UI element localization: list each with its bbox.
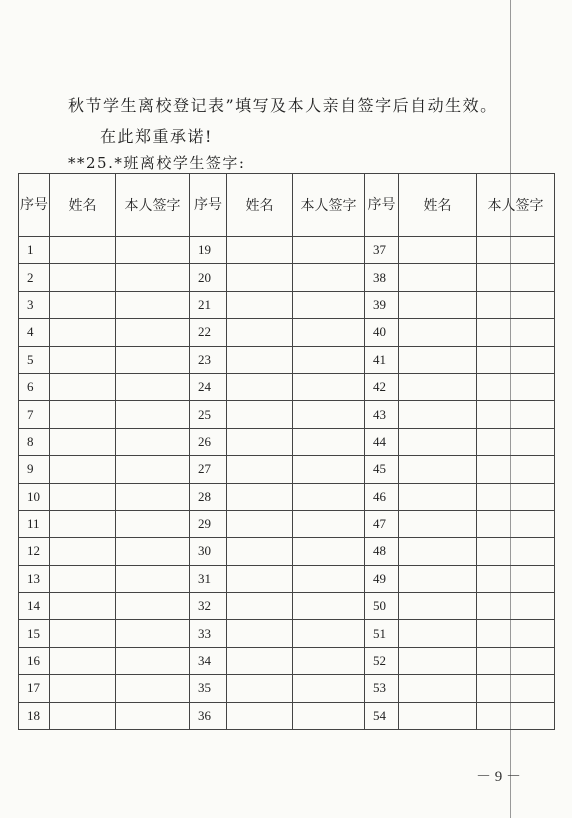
signature-cell[interactable] bbox=[293, 675, 365, 702]
name-cell[interactable] bbox=[227, 483, 293, 510]
header-signature: 本人签字 bbox=[116, 174, 190, 237]
seq-cell: 8 bbox=[19, 428, 50, 455]
name-cell[interactable] bbox=[227, 237, 293, 264]
seq-cell: 6 bbox=[19, 373, 50, 400]
seq-cell: 16 bbox=[19, 647, 50, 674]
name-cell[interactable] bbox=[227, 428, 293, 455]
seq-cell: 29 bbox=[190, 510, 227, 537]
signature-cell[interactable] bbox=[116, 428, 190, 455]
seq-cell: 19 bbox=[190, 237, 227, 264]
header-name: 姓名 bbox=[50, 174, 116, 237]
signature-cell[interactable] bbox=[293, 237, 365, 264]
signature-cell[interactable] bbox=[293, 702, 365, 729]
name-cell[interactable] bbox=[399, 401, 477, 428]
signature-cell[interactable] bbox=[293, 373, 365, 400]
name-cell[interactable] bbox=[399, 538, 477, 565]
table-row bbox=[19, 319, 555, 346]
seq-cell: 34 bbox=[190, 647, 227, 674]
signature-cell[interactable] bbox=[293, 456, 365, 483]
name-cell[interactable] bbox=[50, 483, 116, 510]
seq-cell: 45 bbox=[365, 456, 399, 483]
seq-cell: 28 bbox=[190, 483, 227, 510]
name-cell[interactable] bbox=[399, 428, 477, 455]
seq-cell: 52 bbox=[365, 647, 399, 674]
seq-cell: 37 bbox=[365, 237, 399, 264]
name-cell[interactable] bbox=[399, 319, 477, 346]
signature-cell[interactable] bbox=[293, 483, 365, 510]
seq-cell: 36 bbox=[190, 702, 227, 729]
name-cell[interactable] bbox=[399, 620, 477, 647]
signature-cell[interactable] bbox=[477, 401, 555, 428]
body-text-line-1: 秋节学生离校登记表”填写及本人亲自签字后自动生效。 bbox=[68, 96, 498, 115]
signature-cell[interactable] bbox=[477, 565, 555, 592]
name-cell[interactable] bbox=[227, 401, 293, 428]
seq-cell: 51 bbox=[365, 620, 399, 647]
signature-cell[interactable] bbox=[116, 675, 190, 702]
name-cell[interactable] bbox=[50, 565, 116, 592]
signature-cell[interactable] bbox=[293, 401, 365, 428]
signature-cell[interactable] bbox=[116, 264, 190, 291]
name-cell[interactable] bbox=[50, 346, 116, 373]
signature-cell[interactable] bbox=[293, 291, 365, 318]
signature-cell[interactable] bbox=[477, 620, 555, 647]
table-row bbox=[19, 483, 555, 510]
table-row bbox=[19, 456, 555, 483]
seq-cell: 21 bbox=[190, 291, 227, 318]
seq-cell: 18 bbox=[19, 702, 50, 729]
signature-cell[interactable] bbox=[116, 647, 190, 674]
seq-cell: 1 bbox=[19, 237, 50, 264]
header-signature: 本人签字 bbox=[477, 174, 555, 237]
signature-cell[interactable] bbox=[477, 456, 555, 483]
seq-cell: 2 bbox=[19, 264, 50, 291]
signature-cell[interactable] bbox=[293, 510, 365, 537]
signature-cell[interactable] bbox=[477, 346, 555, 373]
signature-table bbox=[18, 173, 555, 730]
signature-cell[interactable] bbox=[293, 593, 365, 620]
seq-cell: 50 bbox=[365, 593, 399, 620]
seq-cell: 23 bbox=[190, 346, 227, 373]
name-cell[interactable] bbox=[50, 593, 116, 620]
seq-cell: 43 bbox=[365, 401, 399, 428]
seq-cell: 31 bbox=[190, 565, 227, 592]
signature-cell[interactable] bbox=[116, 565, 190, 592]
signature-cell[interactable] bbox=[477, 593, 555, 620]
name-cell[interactable] bbox=[50, 373, 116, 400]
name-cell[interactable] bbox=[227, 319, 293, 346]
signature-cell[interactable] bbox=[293, 565, 365, 592]
signature-cell[interactable] bbox=[116, 593, 190, 620]
header-seq: 序号 bbox=[365, 174, 399, 237]
signature-cell[interactable] bbox=[116, 237, 190, 264]
seq-cell: 41 bbox=[365, 346, 399, 373]
signature-cell[interactable] bbox=[116, 373, 190, 400]
table-row bbox=[19, 264, 555, 291]
seq-cell: 11 bbox=[19, 510, 50, 537]
signature-cell[interactable] bbox=[293, 264, 365, 291]
table-row bbox=[19, 702, 555, 729]
seq-cell: 27 bbox=[190, 456, 227, 483]
signature-cell[interactable] bbox=[477, 373, 555, 400]
table-row bbox=[19, 510, 555, 537]
signature-cell[interactable] bbox=[116, 401, 190, 428]
table-header-row bbox=[19, 174, 555, 237]
seq-cell: 24 bbox=[190, 373, 227, 400]
name-cell[interactable] bbox=[50, 401, 116, 428]
name-cell[interactable] bbox=[50, 620, 116, 647]
name-cell[interactable] bbox=[227, 675, 293, 702]
seq-cell: 38 bbox=[365, 264, 399, 291]
class-signature-caption: **25.*班离校学生签字: bbox=[68, 154, 246, 172]
name-cell[interactable] bbox=[50, 456, 116, 483]
seq-cell: 7 bbox=[19, 401, 50, 428]
name-cell[interactable] bbox=[227, 565, 293, 592]
name-cell[interactable] bbox=[50, 702, 116, 729]
seq-cell: 39 bbox=[365, 291, 399, 318]
seq-cell: 17 bbox=[19, 675, 50, 702]
signature-cell[interactable] bbox=[116, 620, 190, 647]
signature-cell[interactable] bbox=[116, 291, 190, 318]
signature-cell[interactable] bbox=[477, 647, 555, 674]
signature-cell[interactable] bbox=[293, 620, 365, 647]
name-cell[interactable] bbox=[50, 237, 116, 264]
signature-cell[interactable] bbox=[477, 428, 555, 455]
name-cell[interactable] bbox=[399, 456, 477, 483]
table-row bbox=[19, 538, 555, 565]
table-row bbox=[19, 346, 555, 373]
signature-cell[interactable] bbox=[477, 291, 555, 318]
name-cell[interactable] bbox=[50, 264, 116, 291]
name-cell[interactable] bbox=[50, 538, 116, 565]
signature-cell[interactable] bbox=[477, 483, 555, 510]
seq-cell: 20 bbox=[190, 264, 227, 291]
signature-cell[interactable] bbox=[477, 702, 555, 729]
seq-cell: 48 bbox=[365, 538, 399, 565]
seq-cell: 30 bbox=[190, 538, 227, 565]
seq-cell: 53 bbox=[365, 675, 399, 702]
seq-cell: 14 bbox=[19, 593, 50, 620]
seq-cell: 40 bbox=[365, 319, 399, 346]
signature-cell[interactable] bbox=[293, 346, 365, 373]
name-cell[interactable] bbox=[399, 675, 477, 702]
name-cell[interactable] bbox=[399, 702, 477, 729]
table-row bbox=[19, 675, 555, 702]
table-row bbox=[19, 428, 555, 455]
name-cell[interactable] bbox=[227, 291, 293, 318]
name-cell[interactable] bbox=[50, 319, 116, 346]
table-row bbox=[19, 620, 555, 647]
seq-cell: 5 bbox=[19, 346, 50, 373]
seq-cell: 54 bbox=[365, 702, 399, 729]
header-seq: 序号 bbox=[19, 174, 50, 237]
table-row bbox=[19, 237, 555, 264]
name-cell[interactable] bbox=[50, 647, 116, 674]
name-cell[interactable] bbox=[399, 373, 477, 400]
name-cell[interactable] bbox=[399, 565, 477, 592]
signature-cell[interactable] bbox=[477, 237, 555, 264]
seq-cell: 42 bbox=[365, 373, 399, 400]
seq-cell: 22 bbox=[190, 319, 227, 346]
seq-cell: 3 bbox=[19, 291, 50, 318]
name-cell[interactable] bbox=[227, 456, 293, 483]
signature-cell[interactable] bbox=[116, 483, 190, 510]
header-seq: 序号 bbox=[190, 174, 227, 237]
signature-cell[interactable] bbox=[116, 510, 190, 537]
seq-cell: 46 bbox=[365, 483, 399, 510]
page-number: － 9 － bbox=[476, 769, 522, 785]
name-cell[interactable] bbox=[227, 593, 293, 620]
name-cell[interactable] bbox=[50, 675, 116, 702]
name-cell[interactable] bbox=[399, 346, 477, 373]
seq-cell: 33 bbox=[190, 620, 227, 647]
name-cell[interactable] bbox=[227, 264, 293, 291]
name-cell[interactable] bbox=[399, 647, 477, 674]
body-text-line-2: 在此郑重承诺! bbox=[100, 127, 213, 146]
signature-cell[interactable] bbox=[116, 702, 190, 729]
signature-cell[interactable] bbox=[116, 319, 190, 346]
table-row bbox=[19, 291, 555, 318]
name-cell[interactable] bbox=[227, 538, 293, 565]
table-row bbox=[19, 565, 555, 592]
seq-cell: 25 bbox=[190, 401, 227, 428]
signature-cell[interactable] bbox=[293, 647, 365, 674]
name-cell[interactable] bbox=[399, 264, 477, 291]
name-cell[interactable] bbox=[50, 510, 116, 537]
seq-cell: 47 bbox=[365, 510, 399, 537]
name-cell[interactable] bbox=[227, 346, 293, 373]
table-row bbox=[19, 373, 555, 400]
signature-cell[interactable] bbox=[293, 319, 365, 346]
name-cell[interactable] bbox=[50, 428, 116, 455]
seq-cell: 4 bbox=[19, 319, 50, 346]
table-row bbox=[19, 647, 555, 674]
seq-cell: 35 bbox=[190, 675, 227, 702]
signature-cell[interactable] bbox=[477, 264, 555, 291]
name-cell[interactable] bbox=[399, 483, 477, 510]
seq-cell: 13 bbox=[19, 565, 50, 592]
table-row bbox=[19, 401, 555, 428]
seq-cell: 12 bbox=[19, 538, 50, 565]
name-cell[interactable] bbox=[50, 291, 116, 318]
name-cell[interactable] bbox=[227, 510, 293, 537]
name-cell[interactable] bbox=[399, 593, 477, 620]
signature-cell[interactable] bbox=[477, 675, 555, 702]
name-cell[interactable] bbox=[227, 702, 293, 729]
seq-cell: 15 bbox=[19, 620, 50, 647]
seq-cell: 49 bbox=[365, 565, 399, 592]
signature-cell[interactable] bbox=[293, 538, 365, 565]
table-row bbox=[19, 593, 555, 620]
seq-cell: 10 bbox=[19, 483, 50, 510]
seq-cell: 32 bbox=[190, 593, 227, 620]
signature-cell[interactable] bbox=[293, 428, 365, 455]
seq-cell: 9 bbox=[19, 456, 50, 483]
seq-cell: 26 bbox=[190, 428, 227, 455]
name-cell[interactable] bbox=[227, 647, 293, 674]
signature-cell[interactable] bbox=[116, 538, 190, 565]
header-name: 姓名 bbox=[227, 174, 293, 237]
signature-cell[interactable] bbox=[477, 319, 555, 346]
name-cell[interactable] bbox=[227, 373, 293, 400]
name-cell[interactable] bbox=[399, 237, 477, 264]
signature-cell[interactable] bbox=[116, 346, 190, 373]
seq-cell: 44 bbox=[365, 428, 399, 455]
name-cell[interactable] bbox=[399, 291, 477, 318]
signature-cell[interactable] bbox=[477, 510, 555, 537]
header-signature: 本人签字 bbox=[293, 174, 365, 237]
name-cell[interactable] bbox=[227, 620, 293, 647]
name-cell[interactable] bbox=[399, 510, 477, 537]
header-name: 姓名 bbox=[399, 174, 477, 237]
signature-cell[interactable] bbox=[477, 538, 555, 565]
signature-cell[interactable] bbox=[116, 456, 190, 483]
